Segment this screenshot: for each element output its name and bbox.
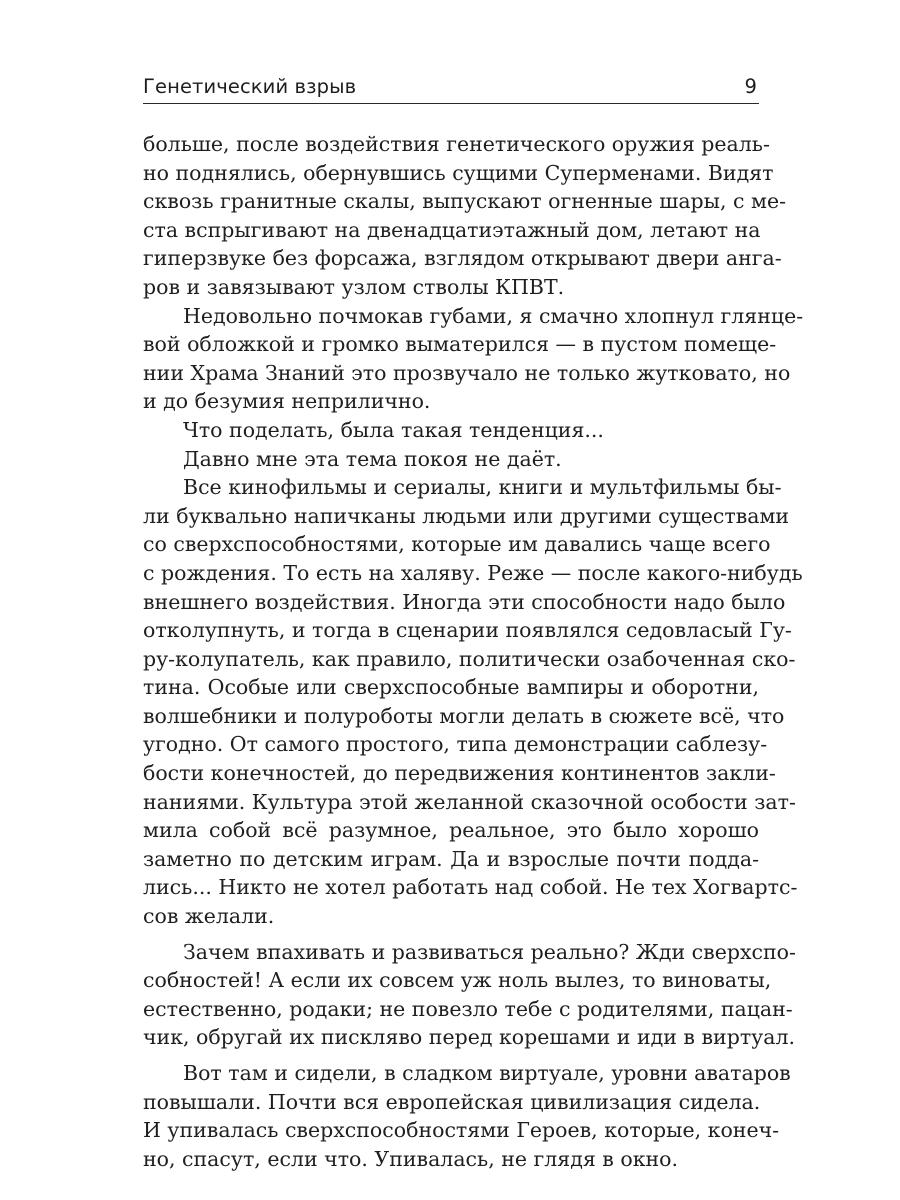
paragraph (143, 416, 759, 445)
text-line: мила собой всё разумное, реальное, это было хорошо (143, 818, 759, 843)
text-line: сквозь гранитные скалы, выпускают огненные шары, с ме- (143, 189, 787, 214)
text-line: ли буквально напичканы людьми или другими существами (143, 503, 790, 528)
text-line: гиперзвуке без форсажа, взглядом открывают двери анга- (143, 246, 782, 271)
text-line: ру-колупатель, как правило, политически озабоченная ско- (143, 646, 796, 671)
paragraph (143, 938, 796, 1052)
text-line: нии Храма Знаний это прозвучало не только жутковато, но (143, 360, 791, 385)
paragraph (143, 302, 804, 416)
text-line: волшебники и полуроботы могли делать в сюжете всё, что (143, 703, 785, 728)
page-number: 9 (744, 75, 757, 98)
paragraph (143, 473, 803, 931)
text-line: со сверхспособностями, которые им давались чаще всего (143, 532, 771, 557)
text-line: ста вспрыгивают на двенадцатиэтажный дом, летают на (143, 217, 761, 242)
text-line: Зачем впахивать и развиваться реально? Жди сверхспо- (183, 939, 796, 964)
text-line: наниями. Культура этой желанной сказочной особости зат- (143, 789, 796, 814)
text-line: собностей! А если их совсем уж ноль вылез, то виноваты, (143, 968, 772, 993)
text-line: Давно мне эта тема покоя не даёт. (183, 446, 562, 471)
text-line: внешнего воздействия. Иногда эти способности надо было (143, 589, 786, 614)
text-line: но, спасут, если что. Упивалась, не глядя в окно. (143, 1146, 679, 1171)
text-line: Что поделать, была такая тенденция... (183, 417, 604, 442)
text-line: чик, обругай их пискляво перед корешами и иди в виртуал. (143, 1025, 795, 1050)
paragraph (143, 445, 759, 474)
paragraph (143, 1059, 791, 1173)
running-title: Генетический взрыв (143, 75, 357, 98)
text-line: сов желали. (143, 904, 275, 929)
text-line: ров и завязывают узлом стволы КПВТ. (143, 274, 565, 299)
text-line: вой обложкой и громко выматерился — в пустом помеще- (143, 332, 777, 357)
text-line: Недовольно почмокав губами, я смачно хлопнул глянце- (183, 303, 804, 328)
text-line: И упивалась сверхспособностями Героев, которые, конеч- (143, 1118, 780, 1143)
header-rule (143, 103, 759, 104)
text-line: Вот там и сидели, в сладком виртуале, уровни аватаров (183, 1061, 791, 1085)
text-line: с рождения. То есть на халяву. Реже — после какого-нибудь (143, 560, 803, 585)
text-line: Все кинофильмы и сериалы, книги и мультфильмы бы- (183, 475, 782, 500)
text-line: заметно по детским играм. Да и взрослые почти подда- (143, 846, 759, 871)
text-line: лись... Никто не хотел работать над собой. Не тех Хогвартс- (143, 875, 798, 900)
paragraph (143, 130, 787, 302)
text-line: но поднялись, обернувшись сущими Суперменами. Видят (143, 160, 774, 185)
text-line: больше, после воздействия генетического оружия реаль- (143, 132, 770, 156)
text-line: естественно, родаки; не повезло тебе с родителями, пацан- (143, 996, 793, 1021)
text-line: и до безумия неприлично. (143, 389, 431, 414)
text-line: тина. Особые или сверхспособные вампиры и оборотни, (143, 675, 759, 700)
text-line: повышали. Почти вся европейская цивилизация сидела. (143, 1089, 761, 1114)
text-line: бости конечностей, до передвижения континентов закли- (143, 761, 776, 786)
running-header (143, 72, 759, 102)
text-line: угодно. От самого простого, типа демонстрации саблезу- (143, 732, 768, 757)
text-line: отколупнуть, и тогда в сценарии появлялся седовласый Гу- (143, 618, 792, 643)
body-text (143, 130, 804, 1173)
